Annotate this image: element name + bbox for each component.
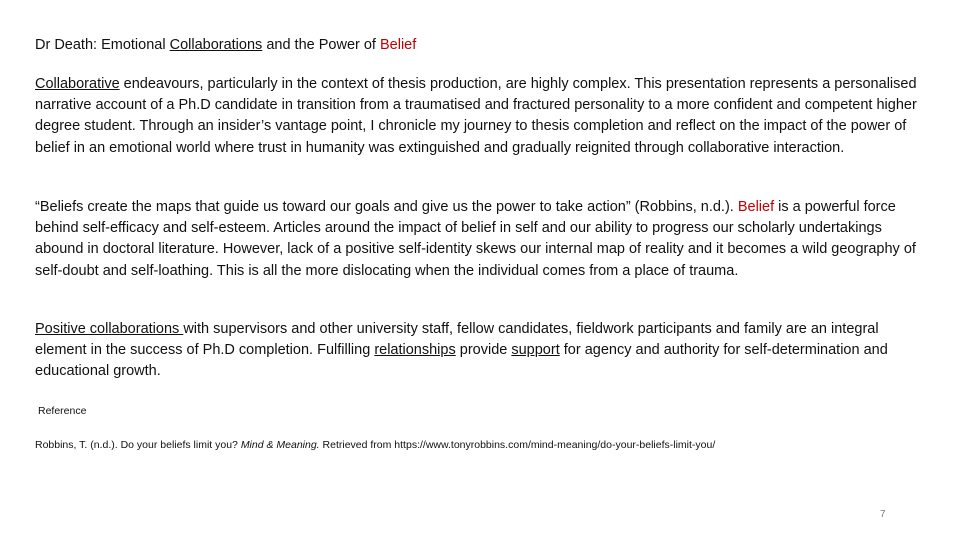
paragraph-intro: [35, 74, 930, 159]
paragraph-belief: [35, 197, 930, 282]
paragraph-collab-text-2: provide: [455, 342, 512, 359]
page-number: 7: [880, 509, 886, 520]
paragraph-collab-underlined-2: relationships: [374, 342, 456, 359]
title-middle: and the Power of: [262, 37, 380, 53]
reference-heading: Reference: [38, 405, 87, 417]
paragraph-collab-underlined-3: support: [511, 342, 560, 359]
citation-journal: Mind & Meaning.: [240, 439, 320, 451]
paragraph-collab-text-1: with supervisors and other university staff, fellow candidates, fieldwork participants and family are an integral element in the success of Ph.D completion. Fulfilling: [35, 321, 879, 359]
paragraph-belief-text: is a powerful force behind self-efficacy and self-esteem. Articles around the impact of belief in self and our ability to progress our scholarly undertakings abound in doctoral literature. However, lack of a positive self-identity skews our internal map of reality and it becomes a wild geography of self-doubt and self-loathing. This is all the more dislocating when the individual comes from a place of trauma.: [35, 199, 916, 279]
paragraph-belief-highlight: Belief: [737, 199, 775, 215]
reference-citation: [35, 439, 715, 452]
paragraph-collaborations: [35, 319, 930, 383]
paragraph-collab-text-3: for agency and authority for self-determination and educational growth.: [35, 342, 888, 380]
paragraph-belief-quote: “Beliefs create the maps that guide us toward our goals and give us the power to take action” (Robbins, n.d.).: [35, 199, 738, 215]
paragraph-collab-underlined-1: Positive collaborations: [35, 321, 184, 337]
citation-start: Robbins, T. (n.d.). Do your beliefs limit you?: [35, 439, 241, 451]
title-underlined-word: Collaborations: [169, 37, 263, 53]
slide-title: [35, 36, 416, 54]
paragraph-intro-underlined: Collaborative: [35, 76, 120, 92]
title-prefix: Dr Death: Emotional: [35, 37, 170, 53]
paragraph-intro-text: endeavours, particularly in the context of thesis production, are highly complex. This presentation represents a personalised narrative account of a Ph.D candidate in transition from a traumatised and fractured personality to a more confident and competent higher degree student. Through an insider’s vantage point, I chronicle my journey to thesis completion and reflect on the impact of the power of belief in an emotional world where trust in humanity was extinguished and gradually reignited through collaborative interaction.: [35, 76, 917, 156]
title-highlight-word: Belief: [379, 37, 417, 53]
citation-end: Retrieved from https://www.tonyrobbins.com/mind-meaning/do-your-beliefs-limit-you/: [319, 439, 716, 451]
